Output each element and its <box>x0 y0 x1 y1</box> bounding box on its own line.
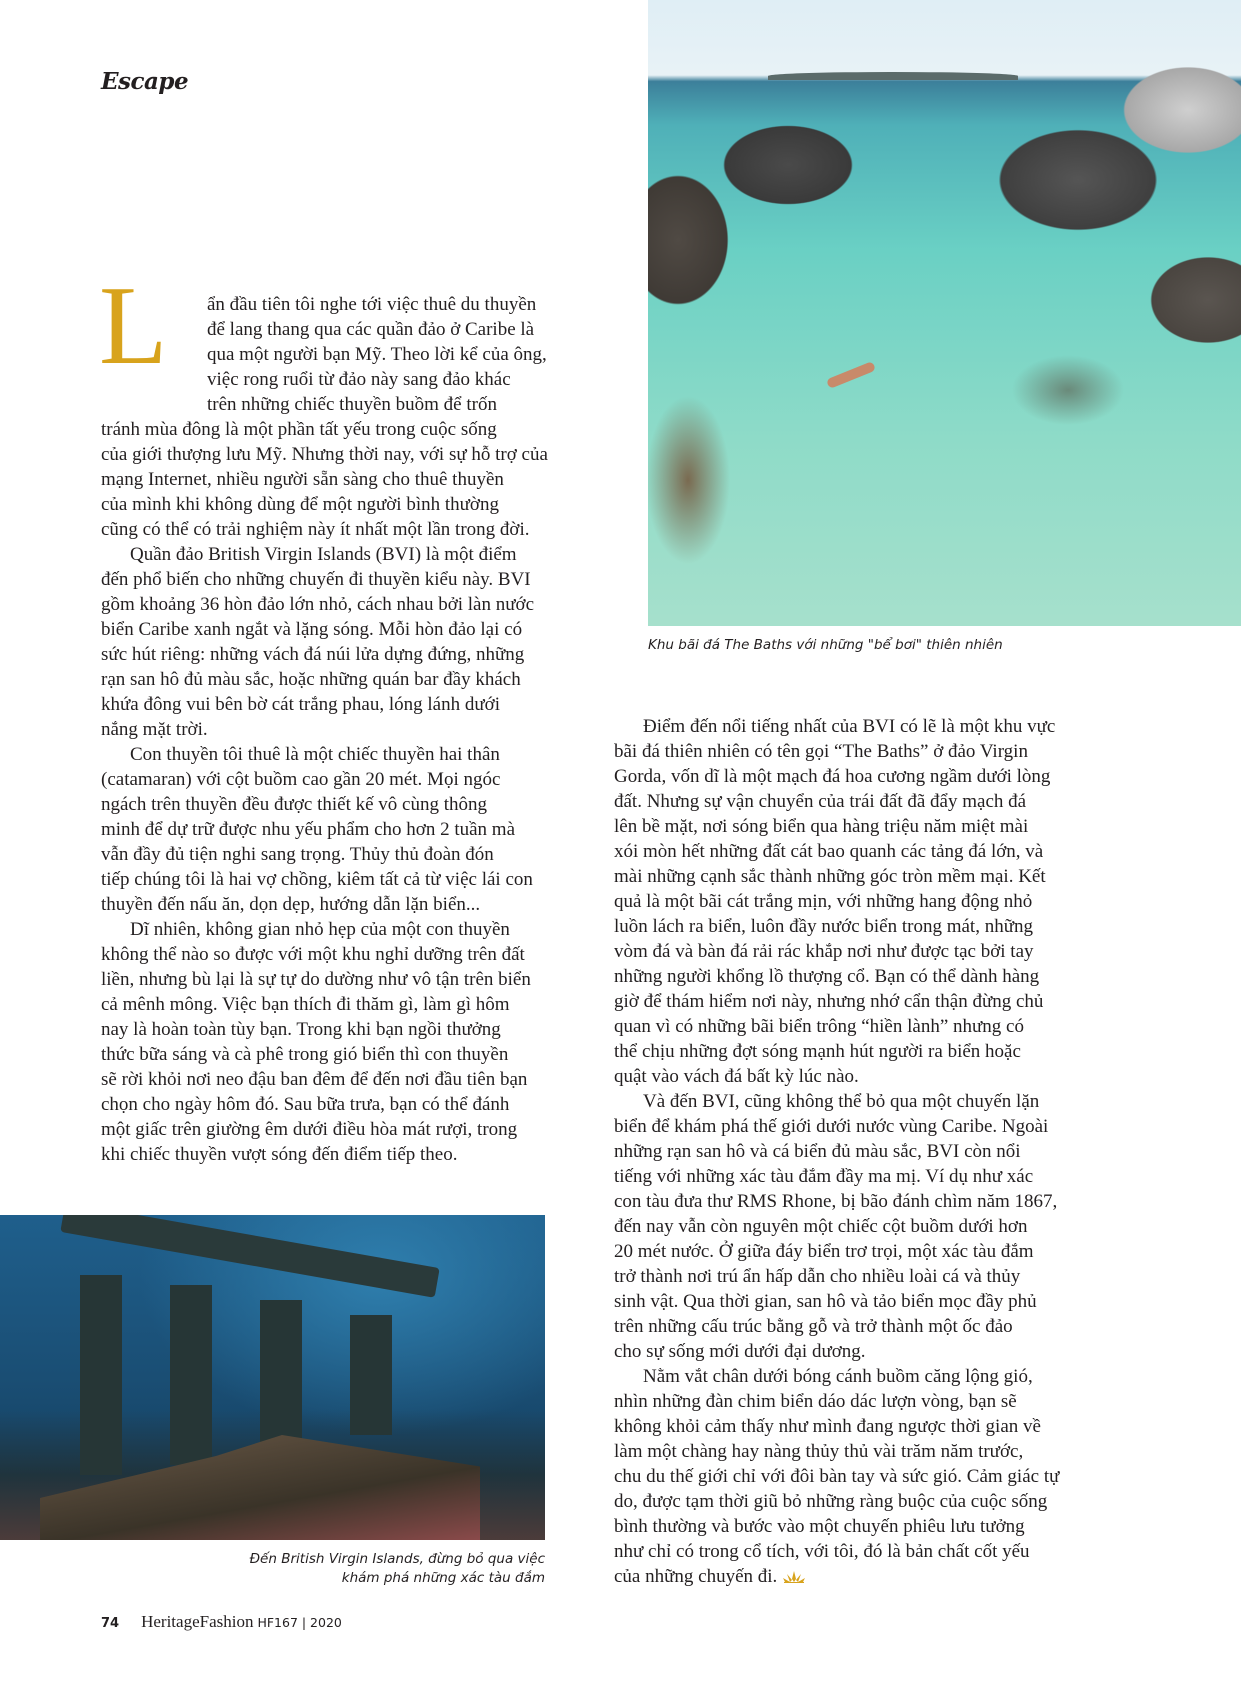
text-line: cho sự sống mới dưới đại dương. <box>614 1341 866 1362</box>
text-line: đến nay vẫn còn nguyên một chiếc cột buồm dưới hơn <box>614 1216 1028 1237</box>
text-line: mài những cạnh sắc thành những góc tròn mềm mại. Kết <box>614 866 1046 887</box>
text-line: trên những chiếc thuyền buồm để trốn <box>207 394 497 415</box>
text-line: đến phổ biến cho những chuyến đi thuyền kiểu này. BVI <box>101 569 531 590</box>
text-line: Và đến BVI, cũng không thể bỏ qua một chuyến lặn <box>643 1091 1040 1112</box>
text-line: Gorda, vốn dĩ là một mạch đá hoa cương ngầm dưới lòng <box>614 766 1051 787</box>
text-line: tránh mùa đông là một phần tất yếu trong cuộc sống <box>101 419 497 440</box>
the-baths-photo <box>648 0 1241 626</box>
text-line: cả mênh mông. Việc bạn thích đi thăm gì, làm gì hôm <box>101 994 510 1015</box>
text-line: trên những cấu trúc bằng gỗ và trở thành một ốc đảo <box>614 1316 1013 1337</box>
caption-line: khám phá những xác tàu đắm <box>341 1570 545 1586</box>
caption-line: Đến British Virgin Islands, đừng bỏ qua việc <box>249 1551 545 1567</box>
lotus-icon <box>783 1570 805 1583</box>
section-label: Escape <box>101 68 189 95</box>
text-line: rạn san hô đủ màu sắc, hoặc những quán bar đầy khách <box>101 669 521 690</box>
text-line: luồn lách ra biển, luôn đầy nước biển trong mát, những <box>614 916 1033 937</box>
magazine-brand: HeritageFashion <box>141 1612 254 1631</box>
text-line: xói mòn hết những đất cát bao quanh các tảng đá lớn, và <box>614 841 1044 862</box>
bottom-photo-caption <box>250 1550 545 1588</box>
text-line: thức bữa sáng và cà phê trong gió biển thì con thuyền <box>101 1044 509 1065</box>
text-line: Dĩ nhiên, không gian nhỏ hẹp của một con thuyền <box>130 919 510 940</box>
text-line: quả là một bãi cát trắng mịn, với những hang động nhỏ <box>614 891 1033 912</box>
text-line: những người khổng lồ thượng cổ. Bạn có thể dành hàng <box>614 966 1040 987</box>
issue-info: HF167 | 2020 <box>257 1615 342 1630</box>
wreck-pillar <box>80 1275 122 1475</box>
shipwreck-photo <box>0 1215 545 1540</box>
text-line: vẫn đầy đủ tiện nghi sang trọng. Thủy thủ đoàn đón <box>101 844 494 865</box>
text-line: khứa đông vui bên bờ cát trắng phau, lóng lánh dưới <box>101 694 500 715</box>
text-line: biển Caribe xanh ngắt và lặng sóng. Mỗi hòn đảo lại có <box>101 619 523 640</box>
wreck-pillar <box>170 1285 212 1465</box>
text-line: Con thuyền tôi thuê là một chiếc thuyền hai thân <box>130 744 500 765</box>
page-number: 74 <box>101 1616 120 1631</box>
text-line: sức hút riêng: những vách đá núi lửa dựng đứng, những <box>101 644 525 665</box>
text-line: bãi đá thiên nhiên có tên gọi “The Baths” ở đảo Virgin <box>614 741 1028 762</box>
text-line: một giấc trên giường êm dưới điều hòa mát rượi, trong <box>101 1119 518 1140</box>
article-column-right <box>614 714 1059 1589</box>
text-line: trở thành nơi trú ẩn hấp dẫn cho nhiều loài cá và thủy <box>614 1266 1021 1287</box>
text-line: con tàu đưa thư RMS Rhone, bị bão đánh chìm năm 1867, <box>614 1191 1058 1212</box>
text-line: thể chịu những đợt sóng mạnh hút người ra biển hoặc <box>614 1041 1021 1062</box>
text-line: chu du thế giới chỉ với đôi bàn tay và sức gió. Cảm giác tự <box>614 1466 1060 1487</box>
text-line: của mình khi không dùng để một người bình thường <box>101 494 499 515</box>
text-line: vòm đá và bàn đá rải rác khắp nơi như được tạc bởi tay <box>614 941 1034 962</box>
text-line: chọn cho ngày hôm đó. Sau bữa trưa, bạn có thể đánh <box>101 1094 510 1115</box>
text-line: ngách trên thuyền đều được thiết kế vô cùng thông <box>101 794 487 815</box>
text-line: quan vì có những bãi biển trông “hiền lành” nhưng có <box>614 1016 1024 1037</box>
text-line: mạng Internet, nhiều người sẵn sàng cho thuê thuyền <box>101 469 504 490</box>
drop-cap: L <box>99 264 168 388</box>
wreck-pillar <box>350 1315 392 1435</box>
text-line: Điểm đến nổi tiếng nhất của BVI có lẽ là một khu vực <box>643 716 1056 737</box>
text-line: liền, nhưng bù lại là sự tự do dường như vô tận trên biển <box>101 969 531 990</box>
text-line: quật vào vách đá bất kỳ lúc nào. <box>614 1066 859 1087</box>
text-line: Quần đảo British Virgin Islands (BVI) là một điểm <box>130 544 517 565</box>
text-line: qua một người bạn Mỹ. Theo lời kể của ông, <box>207 344 547 365</box>
top-photo-caption: Khu bãi đá The Baths với những "bể bơi" thiên nhiên <box>648 637 1003 653</box>
text-line: tiếng với những xác tàu đắm đầy ma mị. Ví dụ như xác <box>614 1166 1034 1187</box>
text-line: cũng có thể có trải nghiệm này ít nhất một lần trong đời. <box>101 519 530 540</box>
text-line: nhìn những đàn chim biển dáo dác lượn vòng, bạn sẽ <box>614 1391 1017 1412</box>
text-line: thuyền đến nấu ăn, dọn dẹp, hướng dẫn lặn biển... <box>101 894 481 915</box>
text-line: nắng mặt trời. <box>101 719 208 740</box>
text-line: giờ để thám hiểm nơi này, nhưng nhớ cẩn thận đừng chủ <box>614 991 1044 1012</box>
text-line: việc rong ruổi từ đảo này sang đảo khác <box>207 369 511 390</box>
text-line: (catamaran) với cột buồm cao gần 20 mét. Mọi ngóc <box>101 769 501 790</box>
text-line: do, được tạm thời giũ bỏ những ràng buộc của cuộc sống <box>614 1491 1048 1512</box>
text-line: làm một chàng hay nàng thủy thủ vài trăm năm trước, <box>614 1441 1024 1462</box>
article-column-left <box>101 292 548 1167</box>
island-horizon <box>768 72 1018 80</box>
text-line: Nằm vắt chân dưới bóng cánh buồm căng lộng gió, <box>643 1366 1033 1387</box>
text-line: sẽ rời khỏi nơi neo đậu ban đêm để đến nơi đầu tiên bạn <box>101 1069 528 1090</box>
text-line: như chỉ có trong cổ tích, với tôi, đó là bản chất cốt yếu <box>614 1541 1030 1562</box>
text-line: lên bề mặt, nơi sóng biển qua hàng triệu năm miệt mài <box>614 816 1029 837</box>
page-footer <box>101 1612 342 1632</box>
text-line: sinh vật. Qua thời gian, san hô và tảo biển mọc đầy phủ <box>614 1291 1037 1312</box>
text-line: của giới thượng lưu Mỹ. Nhưng thời nay, với sự hỗ trợ của <box>101 444 548 465</box>
wreck-pillar <box>260 1300 302 1450</box>
text-line: để lang thang qua các quần đảo ở Caribe là <box>207 319 535 340</box>
text-line: khi chiếc thuyền vượt sóng đến điểm tiếp theo. <box>101 1144 458 1165</box>
text-line: gồm khoảng 36 hòn đảo lớn nhỏ, cách nhau bởi làn nước <box>101 594 535 615</box>
text-line: của những chuyến đi. <box>614 1564 1059 1589</box>
text-line: 20 mét nước. Ở giữa đáy biển trơ trọi, một xác tàu đắm <box>614 1241 1034 1262</box>
text-line: minh để dự trữ được nhu yếu phẩm cho hơn 2 tuần mà <box>101 819 516 840</box>
text-line: những rạn san hô và cá biển đủ màu sắc, BVI còn nổi <box>614 1141 1021 1162</box>
text-line: biển để khám phá thế giới dưới nước vùng Caribe. Ngoài <box>614 1116 1049 1137</box>
text-line: nay là hoàn toàn tùy bạn. Trong khi bạn ngồi thưởng <box>101 1019 501 1040</box>
text-line: tiếp chúng tôi là hai vợ chồng, kiêm tất cả từ việc lái con <box>101 869 533 890</box>
text-line: bình thường và bước vào một chuyến phiêu lưu tưởng <box>614 1516 1025 1537</box>
text-line: đất. Nhưng sự vận chuyển của trái đất đã đẩy mạch đá <box>614 791 1027 812</box>
text-line: không thể nào so được với một khu nghỉ dưỡng trên đất <box>101 944 525 965</box>
text-line: không khỏi cảm thấy như mình đang ngược thời gian về <box>614 1416 1041 1437</box>
text-line: ẩn đầu tiên tôi nghe tới việc thuê du thuyền <box>207 294 537 315</box>
swimmer <box>826 361 876 389</box>
